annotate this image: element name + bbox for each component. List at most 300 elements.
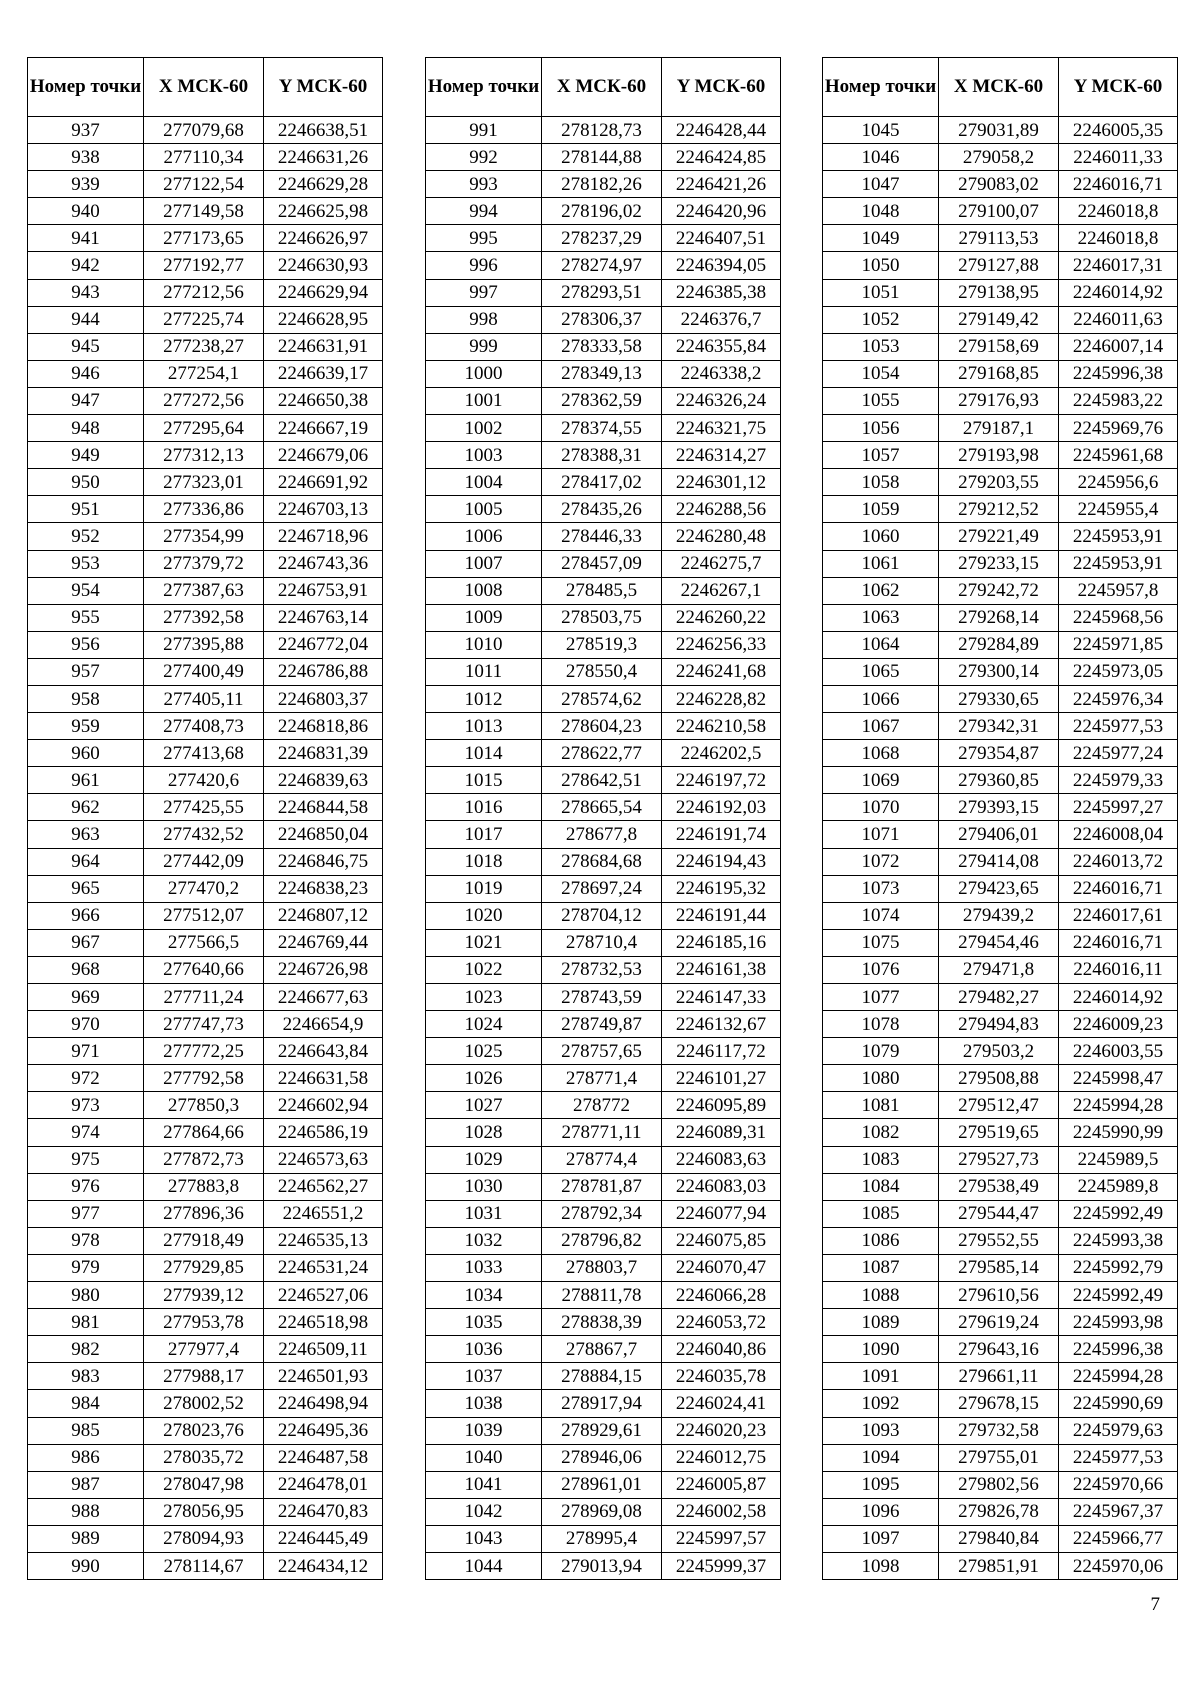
- y-coordinate-cell: 2246394,05: [662, 252, 781, 279]
- point-number-cell: 1017: [426, 821, 542, 848]
- table-row: [823, 929, 1178, 956]
- point-number-cell: 1043: [426, 1525, 542, 1552]
- y-coordinate-cell: 2246772,04: [264, 631, 383, 658]
- table-row: [426, 794, 781, 821]
- y-coordinate-cell: 2245967,37: [1059, 1498, 1178, 1525]
- y-coordinate-cell: 2246650,38: [264, 387, 383, 414]
- y-coordinate-cell: 2245999,37: [662, 1552, 781, 1579]
- point-number-cell: 1025: [426, 1038, 542, 1065]
- y-coordinate-cell: 2246197,72: [662, 767, 781, 794]
- y-coordinate-cell: 2245983,22: [1059, 387, 1178, 414]
- table-row: [823, 1282, 1178, 1309]
- x-coordinate-cell: 279193,98: [939, 442, 1059, 469]
- x-coordinate-cell: 279138,95: [939, 279, 1059, 306]
- y-coordinate-cell: 2246818,86: [264, 713, 383, 740]
- y-coordinate-cell: 2245970,06: [1059, 1552, 1178, 1579]
- y-coordinate-cell: 2246629,28: [264, 171, 383, 198]
- point-number-cell: 950: [28, 469, 144, 496]
- header-point-number: Номер точки: [28, 58, 144, 117]
- x-coordinate-cell: 278349,13: [542, 360, 662, 387]
- point-number-cell: 1076: [823, 956, 939, 983]
- x-coordinate-cell: 277864,66: [144, 1119, 264, 1146]
- table-row: [28, 848, 383, 875]
- table-row: [28, 929, 383, 956]
- y-coordinate-cell: 2246846,75: [264, 848, 383, 875]
- table-row: [426, 984, 781, 1011]
- y-coordinate-cell: 2246016,71: [1059, 929, 1178, 956]
- x-coordinate-cell: 279330,65: [939, 685, 1059, 712]
- point-number-cell: 969: [28, 984, 144, 1011]
- table-row: [28, 144, 383, 171]
- y-coordinate-cell: 2246018,8: [1059, 198, 1178, 225]
- y-coordinate-cell: 2246017,61: [1059, 902, 1178, 929]
- x-coordinate-cell: 279406,01: [939, 821, 1059, 848]
- point-number-cell: 970: [28, 1011, 144, 1038]
- table-row: [823, 144, 1178, 171]
- point-number-cell: 985: [28, 1417, 144, 1444]
- point-number-cell: 988: [28, 1498, 144, 1525]
- point-number-cell: 1028: [426, 1119, 542, 1146]
- table-row: [823, 333, 1178, 360]
- table-row: [823, 1444, 1178, 1471]
- point-number-cell: 1054: [823, 360, 939, 387]
- y-coordinate-cell: 2245990,69: [1059, 1390, 1178, 1417]
- point-number-cell: 1044: [426, 1552, 542, 1579]
- point-number-cell: 1096: [823, 1498, 939, 1525]
- point-number-cell: 1068: [823, 740, 939, 767]
- y-coordinate-cell: 2246631,26: [264, 144, 383, 171]
- point-number-cell: 1000: [426, 360, 542, 387]
- x-coordinate-cell: 277392,58: [144, 604, 264, 631]
- table-row: [426, 279, 781, 306]
- table-row: [823, 387, 1178, 414]
- table-row: [426, 415, 781, 442]
- x-coordinate-cell: 278503,75: [542, 604, 662, 631]
- x-coordinate-cell: 279058,2: [939, 144, 1059, 171]
- x-coordinate-cell: 278374,55: [542, 415, 662, 442]
- point-number-cell: 1045: [823, 117, 939, 144]
- point-number-cell: 1048: [823, 198, 939, 225]
- x-coordinate-cell: 278710,4: [542, 929, 662, 956]
- x-coordinate-cell: 277792,58: [144, 1065, 264, 1092]
- table-row: [426, 685, 781, 712]
- x-coordinate-cell: 277512,07: [144, 902, 264, 929]
- x-coordinate-cell: 279083,02: [939, 171, 1059, 198]
- point-number-cell: 1052: [823, 306, 939, 333]
- point-number-cell: 952: [28, 523, 144, 550]
- table-row: [426, 1065, 781, 1092]
- table-row: [426, 225, 781, 252]
- header-y: Y МСК-60: [662, 58, 781, 117]
- point-number-cell: 1075: [823, 929, 939, 956]
- point-number-cell: 1077: [823, 984, 939, 1011]
- y-coordinate-cell: 2245956,6: [1059, 469, 1178, 496]
- point-number-cell: 955: [28, 604, 144, 631]
- x-coordinate-cell: 277173,65: [144, 225, 264, 252]
- point-number-cell: 1059: [823, 496, 939, 523]
- table-row: [426, 442, 781, 469]
- x-coordinate-cell: 278333,58: [542, 333, 662, 360]
- x-coordinate-cell: 277929,85: [144, 1254, 264, 1281]
- table-row: [426, 1471, 781, 1498]
- table-row: [426, 1227, 781, 1254]
- table-row: [426, 713, 781, 740]
- point-number-cell: 982: [28, 1336, 144, 1363]
- x-coordinate-cell: 279284,89: [939, 631, 1059, 658]
- x-coordinate-cell: 278388,31: [542, 442, 662, 469]
- point-number-cell: 963: [28, 821, 144, 848]
- x-coordinate-cell: 279187,1: [939, 415, 1059, 442]
- x-coordinate-cell: 278792,34: [542, 1200, 662, 1227]
- y-coordinate-cell: 2246509,11: [264, 1336, 383, 1363]
- header-point-number: Номер точки: [426, 58, 542, 117]
- point-number-cell: 968: [28, 956, 144, 983]
- table-row: [28, 117, 383, 144]
- y-coordinate-cell: 2246602,94: [264, 1092, 383, 1119]
- table-row: [28, 875, 383, 902]
- y-coordinate-cell: 2246256,33: [662, 631, 781, 658]
- y-coordinate-cell: 2246194,43: [662, 848, 781, 875]
- table-row: [28, 523, 383, 550]
- x-coordinate-cell: 278182,26: [542, 171, 662, 198]
- x-coordinate-cell: 277212,56: [144, 279, 264, 306]
- y-coordinate-cell: 2245992,49: [1059, 1200, 1178, 1227]
- x-coordinate-cell: 279423,65: [939, 875, 1059, 902]
- point-number-cell: 1049: [823, 225, 939, 252]
- y-coordinate-cell: 2246260,22: [662, 604, 781, 631]
- y-coordinate-cell: 2245976,34: [1059, 685, 1178, 712]
- point-number-cell: 1009: [426, 604, 542, 631]
- table-row: [426, 631, 781, 658]
- point-number-cell: 1034: [426, 1282, 542, 1309]
- x-coordinate-cell: 278697,24: [542, 875, 662, 902]
- table-row: [28, 821, 383, 848]
- y-coordinate-cell: 2246807,12: [264, 902, 383, 929]
- y-coordinate-cell: 2245970,66: [1059, 1471, 1178, 1498]
- x-coordinate-cell: 278604,23: [542, 713, 662, 740]
- table-row: [823, 306, 1178, 333]
- y-coordinate-cell: 2246691,92: [264, 469, 383, 496]
- y-coordinate-cell: 2246040,86: [662, 1336, 781, 1363]
- y-coordinate-cell: 2245989,5: [1059, 1146, 1178, 1173]
- table-row: [426, 577, 781, 604]
- y-coordinate-cell: 2246202,5: [662, 740, 781, 767]
- point-number-cell: 1065: [823, 658, 939, 685]
- y-coordinate-cell: 2245953,91: [1059, 550, 1178, 577]
- x-coordinate-cell: 278867,7: [542, 1336, 662, 1363]
- table-row: [823, 631, 1178, 658]
- x-coordinate-cell: 277896,36: [144, 1200, 264, 1227]
- x-coordinate-cell: 278485,5: [542, 577, 662, 604]
- x-coordinate-cell: 278732,53: [542, 956, 662, 983]
- x-coordinate-cell: 278796,82: [542, 1227, 662, 1254]
- point-number-cell: 942: [28, 252, 144, 279]
- table-row: [823, 550, 1178, 577]
- x-coordinate-cell: 277405,11: [144, 685, 264, 712]
- x-coordinate-cell: 279233,15: [939, 550, 1059, 577]
- point-number-cell: 937: [28, 117, 144, 144]
- y-coordinate-cell: 2245961,68: [1059, 442, 1178, 469]
- table-row: [28, 360, 383, 387]
- table-body: [823, 117, 1178, 1580]
- x-coordinate-cell: 279619,24: [939, 1309, 1059, 1336]
- point-number-cell: 1006: [426, 523, 542, 550]
- table-row: [28, 956, 383, 983]
- point-number-cell: 938: [28, 144, 144, 171]
- x-coordinate-cell: 277336,86: [144, 496, 264, 523]
- y-coordinate-cell: 2246017,31: [1059, 252, 1178, 279]
- y-coordinate-cell: 2246631,58: [264, 1065, 383, 1092]
- x-coordinate-cell: 278574,62: [542, 685, 662, 712]
- table-row: [426, 902, 781, 929]
- y-coordinate-cell: 2246007,14: [1059, 333, 1178, 360]
- x-coordinate-cell: 279176,93: [939, 387, 1059, 414]
- header-y: Y МСК-60: [1059, 58, 1178, 117]
- point-number-cell: 1010: [426, 631, 542, 658]
- x-coordinate-cell: 277772,25: [144, 1038, 264, 1065]
- point-number-cell: 1015: [426, 767, 542, 794]
- point-number-cell: 964: [28, 848, 144, 875]
- point-number-cell: 1020: [426, 902, 542, 929]
- point-number-cell: 1053: [823, 333, 939, 360]
- y-coordinate-cell: 2245992,49: [1059, 1282, 1178, 1309]
- x-coordinate-cell: 278274,97: [542, 252, 662, 279]
- x-coordinate-cell: 277379,72: [144, 550, 264, 577]
- point-number-cell: 1064: [823, 631, 939, 658]
- y-coordinate-cell: 2246161,38: [662, 956, 781, 983]
- table-row: [823, 984, 1178, 1011]
- table-row: [426, 360, 781, 387]
- x-coordinate-cell: 279100,07: [939, 198, 1059, 225]
- y-coordinate-cell: 2246726,98: [264, 956, 383, 983]
- table-row: [28, 631, 383, 658]
- point-number-cell: 1037: [426, 1363, 542, 1390]
- point-number-cell: 961: [28, 767, 144, 794]
- x-coordinate-cell: 279732,58: [939, 1417, 1059, 1444]
- point-number-cell: 1040: [426, 1444, 542, 1471]
- point-number-cell: 1079: [823, 1038, 939, 1065]
- point-number-cell: 947: [28, 387, 144, 414]
- y-coordinate-cell: 2246014,92: [1059, 984, 1178, 1011]
- y-coordinate-cell: 2246288,56: [662, 496, 781, 523]
- y-coordinate-cell: 2246573,63: [264, 1146, 383, 1173]
- table-row: [823, 685, 1178, 712]
- x-coordinate-cell: 278035,72: [144, 1444, 264, 1471]
- table-row: [28, 198, 383, 225]
- y-coordinate-cell: 2246024,41: [662, 1390, 781, 1417]
- y-coordinate-cell: 2246531,24: [264, 1254, 383, 1281]
- x-coordinate-cell: 279168,85: [939, 360, 1059, 387]
- x-coordinate-cell: 279585,14: [939, 1254, 1059, 1281]
- table-row: [426, 848, 781, 875]
- x-coordinate-cell: 278417,02: [542, 469, 662, 496]
- x-coordinate-cell: 278781,87: [542, 1173, 662, 1200]
- table-row: [426, 1200, 781, 1227]
- x-coordinate-cell: 279013,94: [542, 1552, 662, 1579]
- point-number-cell: 1073: [823, 875, 939, 902]
- y-coordinate-cell: 2246786,88: [264, 658, 383, 685]
- table-row: [823, 171, 1178, 198]
- point-number-cell: 981: [28, 1309, 144, 1336]
- header-point-number: Номер точки: [823, 58, 939, 117]
- x-coordinate-cell: 278665,54: [542, 794, 662, 821]
- header-x: X МСК-60: [542, 58, 662, 117]
- point-number-cell: 944: [28, 306, 144, 333]
- x-coordinate-cell: 277400,49: [144, 658, 264, 685]
- y-coordinate-cell: 2245996,38: [1059, 360, 1178, 387]
- table-row: [426, 1498, 781, 1525]
- point-number-cell: 1085: [823, 1200, 939, 1227]
- table-row: [823, 604, 1178, 631]
- table-row: [426, 1146, 781, 1173]
- x-coordinate-cell: 278772: [542, 1092, 662, 1119]
- point-number-cell: 995: [426, 225, 542, 252]
- y-coordinate-cell: 2246095,89: [662, 1092, 781, 1119]
- table-row: [426, 1552, 781, 1579]
- x-coordinate-cell: 279512,47: [939, 1092, 1059, 1119]
- y-coordinate-cell: 2246677,63: [264, 984, 383, 1011]
- x-coordinate-cell: 277354,99: [144, 523, 264, 550]
- x-coordinate-cell: 277312,13: [144, 442, 264, 469]
- y-coordinate-cell: 2245997,57: [662, 1525, 781, 1552]
- coordinates-table-3: [822, 57, 1178, 1580]
- y-coordinate-cell: 2245997,27: [1059, 794, 1178, 821]
- y-coordinate-cell: 2246101,27: [662, 1065, 781, 1092]
- point-number-cell: 1022: [426, 956, 542, 983]
- point-number-cell: 1012: [426, 685, 542, 712]
- y-coordinate-cell: 2246428,44: [662, 117, 781, 144]
- x-coordinate-cell: 279661,11: [939, 1363, 1059, 1390]
- y-coordinate-cell: 2246005,87: [662, 1471, 781, 1498]
- table-row: [823, 577, 1178, 604]
- x-coordinate-cell: 279212,52: [939, 496, 1059, 523]
- table-row: [823, 523, 1178, 550]
- x-coordinate-cell: 279354,87: [939, 740, 1059, 767]
- y-coordinate-cell: 2246301,12: [662, 469, 781, 496]
- table-row: [426, 875, 781, 902]
- x-coordinate-cell: 279127,88: [939, 252, 1059, 279]
- y-coordinate-cell: 2246321,75: [662, 415, 781, 442]
- y-coordinate-cell: 2245977,24: [1059, 740, 1178, 767]
- y-coordinate-cell: 2246314,27: [662, 442, 781, 469]
- x-coordinate-cell: 279851,91: [939, 1552, 1059, 1579]
- y-coordinate-cell: 2246501,93: [264, 1363, 383, 1390]
- table-body: [28, 117, 383, 1580]
- x-coordinate-cell: 279439,2: [939, 902, 1059, 929]
- y-coordinate-cell: 2246326,24: [662, 387, 781, 414]
- y-coordinate-cell: 2246629,94: [264, 279, 383, 306]
- y-coordinate-cell: 2245969,76: [1059, 415, 1178, 442]
- point-number-cell: 1072: [823, 848, 939, 875]
- y-coordinate-cell: 2246718,96: [264, 523, 383, 550]
- y-coordinate-cell: 2246210,58: [662, 713, 781, 740]
- y-coordinate-cell: 2245973,05: [1059, 658, 1178, 685]
- table-row: [823, 1390, 1178, 1417]
- x-coordinate-cell: 278803,7: [542, 1254, 662, 1281]
- table-row: [28, 496, 383, 523]
- table-row: [426, 252, 781, 279]
- x-coordinate-cell: 277110,34: [144, 144, 264, 171]
- y-coordinate-cell: 2246625,98: [264, 198, 383, 225]
- point-number-cell: 1084: [823, 1173, 939, 1200]
- x-coordinate-cell: 278929,61: [542, 1417, 662, 1444]
- point-number-cell: 1066: [823, 685, 939, 712]
- point-number-cell: 1013: [426, 713, 542, 740]
- x-coordinate-cell: 279113,53: [939, 225, 1059, 252]
- table-row: [28, 984, 383, 1011]
- point-number-cell: 940: [28, 198, 144, 225]
- table-row: [28, 442, 383, 469]
- x-coordinate-cell: 279031,89: [939, 117, 1059, 144]
- y-coordinate-cell: 2246070,47: [662, 1254, 781, 1281]
- point-number-cell: 978: [28, 1227, 144, 1254]
- point-number-cell: 967: [28, 929, 144, 956]
- x-coordinate-cell: 278293,51: [542, 279, 662, 306]
- y-coordinate-cell: 2246020,23: [662, 1417, 781, 1444]
- point-number-cell: 958: [28, 685, 144, 712]
- point-number-cell: 1038: [426, 1390, 542, 1417]
- point-number-cell: 1030: [426, 1173, 542, 1200]
- y-coordinate-cell: 2246495,36: [264, 1417, 383, 1444]
- table-row: [28, 306, 383, 333]
- table-header-row: [823, 58, 1178, 117]
- y-coordinate-cell: 2246838,23: [264, 875, 383, 902]
- x-coordinate-cell: 278196,02: [542, 198, 662, 225]
- table-row: [823, 1119, 1178, 1146]
- table-row: [28, 658, 383, 685]
- table-row: [28, 415, 383, 442]
- x-coordinate-cell: 278237,29: [542, 225, 662, 252]
- y-coordinate-cell: 2245971,85: [1059, 631, 1178, 658]
- table-row: [28, 794, 383, 821]
- header-y: Y МСК-60: [264, 58, 383, 117]
- y-coordinate-cell: 2246012,75: [662, 1444, 781, 1471]
- point-number-cell: 949: [28, 442, 144, 469]
- x-coordinate-cell: 277272,56: [144, 387, 264, 414]
- y-coordinate-cell: 2246638,51: [264, 117, 383, 144]
- header-x: X МСК-60: [144, 58, 264, 117]
- x-coordinate-cell: 277225,74: [144, 306, 264, 333]
- y-coordinate-cell: 2246753,91: [264, 577, 383, 604]
- point-number-cell: 1001: [426, 387, 542, 414]
- x-coordinate-cell: 279300,14: [939, 658, 1059, 685]
- table-row: [823, 496, 1178, 523]
- x-coordinate-cell: 277149,58: [144, 198, 264, 225]
- y-coordinate-cell: 2245992,79: [1059, 1254, 1178, 1281]
- y-coordinate-cell: 2245989,8: [1059, 1173, 1178, 1200]
- y-coordinate-cell: 2246053,72: [662, 1309, 781, 1336]
- table-row: [28, 1336, 383, 1363]
- point-number-cell: 1035: [426, 1309, 542, 1336]
- x-coordinate-cell: 277988,17: [144, 1363, 264, 1390]
- point-number-cell: 956: [28, 631, 144, 658]
- table-row: [28, 279, 383, 306]
- table-row: [28, 577, 383, 604]
- point-number-cell: 1095: [823, 1471, 939, 1498]
- table-row: [426, 144, 781, 171]
- point-number-cell: 984: [28, 1390, 144, 1417]
- table-row: [426, 1254, 781, 1281]
- table-row: [426, 469, 781, 496]
- y-coordinate-cell: 2246679,06: [264, 442, 383, 469]
- y-coordinate-cell: 2246376,7: [662, 306, 781, 333]
- table-row: [426, 1173, 781, 1200]
- point-number-cell: 1023: [426, 984, 542, 1011]
- table-row: [28, 1011, 383, 1038]
- x-coordinate-cell: 279826,78: [939, 1498, 1059, 1525]
- x-coordinate-cell: 278884,15: [542, 1363, 662, 1390]
- point-number-cell: 977: [28, 1200, 144, 1227]
